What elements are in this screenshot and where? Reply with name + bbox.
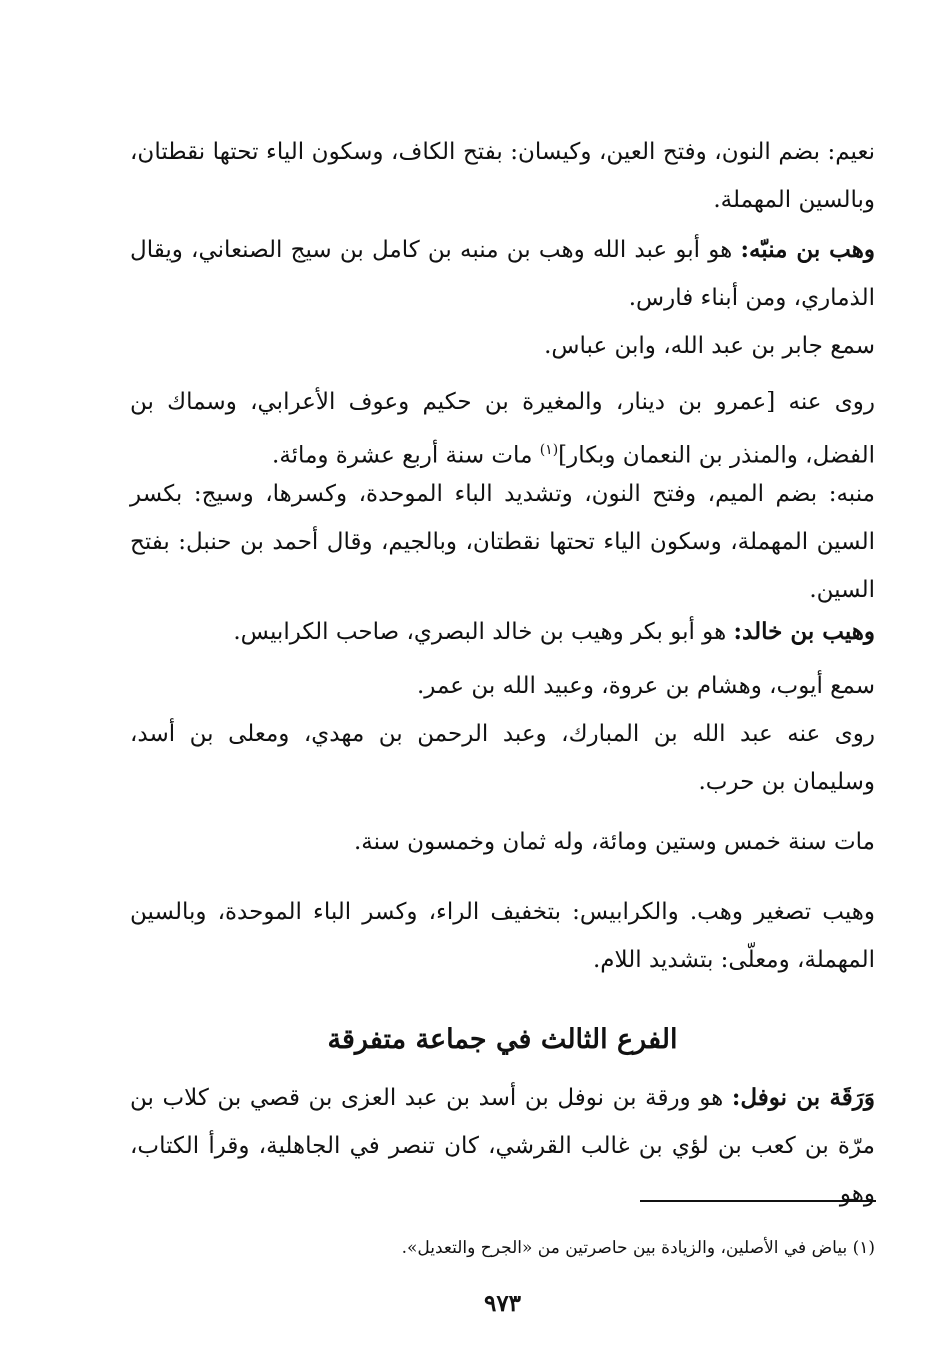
- entry-heading-waraqa: وَرَقَة بن نوفل:: [731, 1084, 876, 1111]
- entry-wahb-heard-from: سمع جابر بن عبد الله، وابن عباس.: [544, 333, 875, 359]
- page-number: ٩٧٣: [483, 1290, 522, 1317]
- entry-waraqa-biography: وَرَقَة بن نوفل: هو ورقة بن نوفل بن أسد بن عبد العزى بن قصي بن كلاب بن مرّة بن كعب بن لؤي بن غالب القرشي، كان تنصر في الجاهلية، وقرأ الكتاب، وهو: [130, 1084, 876, 1207]
- entry-wahb-biography: وهب بن منبّه: هو أبو عبد الله وهب بن منبه بن كامل بن سيج الصنعاني، ويقال الذماري، ومن أبناء فارس.: [130, 236, 875, 311]
- entry-wuhayb-narrators: روى عنه عبد الله بن المبارك، وعبد الرحمن بن مهدي، ومعلى بن أسد، وسليمان بن حرب.: [130, 721, 875, 795]
- footnote-reference: (١): [539, 442, 559, 458]
- footnote-divider: [640, 1200, 876, 1202]
- section-heading: الفرع الثالث في جماعة متفرقة: [327, 1024, 678, 1055]
- entry-wahb-narrators: روى عنه [عمرو بن دينار، والمغيرة بن حكيم وعوف الأعرابي، وسماك بن الفضل، والمنذر بن النعمان وبكار]$^{(١)}$ مات سنة أربع عشرة ومائة.: [130, 389, 875, 469]
- entry-wuhayb-death: مات سنة خمس وستين ومائة، وله ثمان وخمسون سنة.: [353, 829, 875, 855]
- entry-wuhayb-spelling: وهيب تصغير وهب. والكرابيس: بتخفيف الراء، وكسر الباء الموحدة، وبالسين المهملة، ومعلّى: بتشديد اللام.: [130, 899, 875, 973]
- entry-heading-wuhayb: وهيب بن خالد:: [733, 618, 875, 645]
- entry-wuhayb-biography: وهيب بن خالد: هو أبو بكر وهيب بن خالد البصري، صاحب الكرابيس.: [233, 618, 875, 645]
- entry-wuhayb-heard-from: سمع أيوب، وهشام بن عروة، وعبيد الله بن عمر.: [416, 673, 875, 699]
- footnote-text: (١) بياض في الأصلين، والزيادة بين حاصرتين من «الجرح والتعديل».: [401, 1238, 875, 1258]
- entry-munabbih-spelling: منبه: بضم الميم، وفتح النون، وتشديد الباء الموحدة، وكسرها، وسيج: بكسر السين المهملة، وسكون الياء تحتها نقطتان، وبالجيم، وقال أحمد بن حنبل: بفتح السين.: [130, 481, 875, 603]
- entry-naeem-spelling: نعيم: بضم النون، وفتح العين، وكيسان: بفتح الكاف، وسكون الياء تحتها نقطتان، وبالسين المهملة.: [130, 139, 875, 213]
- entry-heading-wahb: وهب بن منبّه:: [740, 236, 875, 263]
